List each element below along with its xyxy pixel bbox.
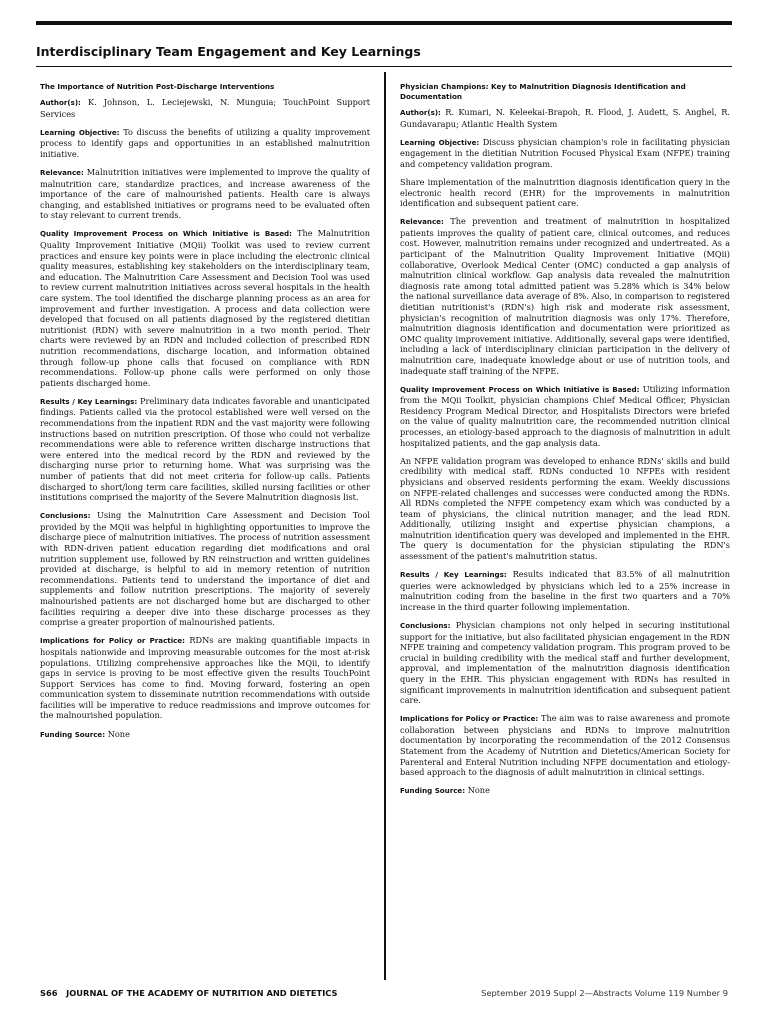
funding-text: None: [107, 728, 130, 739]
objective-label: Learning Objective:: [40, 127, 120, 137]
implications-label: Implications for Policy or Practice:: [40, 636, 185, 646]
funding-label: Funding Source:: [40, 729, 106, 739]
process-text: The Malnutrition Quality Improvement Initiative (MQii) Toolkit was used to review current practices and ensure key points were in place including the electronic clinical quality measures, establishing key stakeholders on the interdisciplinary team, and education. The Malnutrition Care Assessment and Decision Tool was used to review current malnutrition initiatives across several hospitals in the health care system. The tool identified the discharge planning process as an area for improvement and further investigation. A process and data collection were developed that focused on all patients diagnosed by the registered dietitian nutritionist (RDN) with severe malnutrition in a two month period. Their charts were reviewed by an RDN and included collection of prescribed RDN nutrition recommendations, discharge location, and information obtained through follow-up phone calls that focused on compliance with RDN recommendations. Follow-up phone calls were performed on only those patients discharged home.: [40, 228, 370, 388]
funding-paragraph: [400, 785, 730, 797]
results-label: Results / Key Learnings:: [400, 570, 507, 580]
relevance-label: Relevance:: [40, 167, 84, 177]
authors-label: Author(s):: [40, 98, 81, 107]
funding-label: Funding Source:: [400, 786, 466, 796]
authors-text: R. Kumari, N. Keleekai-Brapoh, R. Flood, J. Audett, S. Anghel, R. Gundavarapu; Atlantic Health System: [400, 107, 730, 129]
objective-paragraph: [40, 127, 370, 160]
top-rule: [36, 21, 732, 25]
page-number: S66: [40, 988, 58, 998]
left-abstract: [40, 82, 370, 977]
funding-text: None: [467, 785, 490, 796]
results-text: Results indicated that 83.5% of all malnutrition queries were acknowledged by physicians which led to a 25% increase in malnutrition coding from the baseline in the first two quarters and a 70% increase in the third quarter following implementation.: [400, 569, 730, 612]
authors-paragraph: [40, 97, 370, 119]
relevance-paragraph: [40, 167, 370, 221]
implications-text: RDNs are making quantifiable impacts in hospitals nationwide and improving measurable outcomes for the most at-risk populations. Utilizing comprehensive approaches like the MQii, to identify gaps in service is proving to be most effective given the results TouchPoint Support Services has come to find. Moving forward, fostering an open communication system to disseminate nutrition recommendations with outside facilities will be imperative to reduce readmissions and improve outcomes for the malnourished population.: [40, 635, 370, 721]
authors-text: K. Johnson, L. Leciejewski, N. Munguia; TouchPoint Support Services: [40, 97, 370, 119]
title-rule: [36, 66, 732, 67]
column-divider: [384, 72, 386, 980]
process-paragraph: [400, 384, 730, 449]
conclusions-label: Conclusions:: [40, 511, 91, 521]
results-text: Preliminary data indicates favorable and unanticipated findings. Patients called via the protocol established were well versed on the recommendations from the inpatient RDN and the vast majority were following instructions based on nutrition prescription. Of those who could not verbalize recommendations were able to reference written discharge instructions that were entered into the medical record by the RDN and reviewed by the discharging nurse prior to returning home. What was surprising was the number of patients that did not meet criteria for follow-up calls. Patients discharged to short/long term care facilities, skilled nursing facilities or other institutions comprised the majority of the Severe Malnutrition diagnosis list.: [40, 395, 370, 503]
implications-paragraph: [40, 635, 370, 721]
relevance-text: Malnutrition initiatives were implemented to improve the quality of malnutrition care, standardize practices, and increase awareness of the importance of the care of malnourished patients. Health care is always changing, and established initiatives or programs need to be evaluated often to stay relevant to current trends.: [40, 166, 370, 221]
relevance-label: Relevance:: [400, 217, 444, 227]
right-abstract: [400, 82, 730, 977]
abstract-title: The Importance of Nutrition Post-Discharge Interventions: [40, 82, 275, 91]
page-footer: [40, 988, 728, 1002]
authors-paragraph: [400, 107, 730, 129]
objective-label: Learning Objective:: [400, 137, 480, 147]
objective-paragraph: [400, 137, 730, 170]
implications-label: Implications for Policy or Practice:: [400, 714, 539, 724]
objective-text: Discuss physician champion's role in facilitating physician engagement in the dietitian Nutrition Focused Physical Exam (NFPE) training and competency validation program.: [400, 136, 730, 169]
journal-name: JOURNAL OF THE ACADEMY OF NUTRITION AND DIETETICS: [66, 988, 338, 998]
implications-paragraph: [400, 713, 730, 778]
abstract-title: Physician Champions: Key to Malnutrition Diagnosis Identification and Documentation: [400, 82, 686, 101]
conclusions-text: Using the Malnutrition Care Assessment and Decision Tool provided by the MQii was helpful in highlighting opportunities to improve the discharge piece of malnutrition initiatives. The process of nutrition assessment with RDN-driven patient education regarding diet modifications and oral nutrition supplement use, followed by RN reinstruction and written guidelines provided at discharge, is helpful to aid in memory retention of nutrition recommendations. Patients tend to understand the importance of diet and supplements and follow nutrition prescriptions. The majority of severely malnourished patients are not discharged home but are discharged to other facilities requiring a deeper dive into these discharge processes as they comprise a greater proportion of malnourished patients.: [40, 510, 370, 628]
process-label: Quality Improvement Process on Which Initiative is Based:: [400, 384, 640, 394]
process-label: Quality Improvement Process on Which Initiative is Based:: [40, 229, 292, 239]
relevance-paragraph: [400, 216, 730, 376]
relevance-text: The prevention and treatment of malnutrition in hospitalized patients improves the quality of patient care, clinical outcomes, and reduces cost. However, malnutrition remains under recognized and undertreated. As a participant of the Malnutrition Quality Improvement Initiative (MQii) collaborative, Overlook Medical Center (OMC) conducted a gap analysis of malnutrition clinical workflow. Gap analysis data revealed the malnutrition diagnosis rate among total admitted patient was 5.28% which is 34% below the national surveillance data average of 8%. Also, in comparison to registered dietitian nutritionist's (RDN's) high risk and moderate risk assessment, physician's recognition of malnutrition diagnosis was only 17%. Therefore, malnutrition diagnosis identification and documentation were prioritized as OMC quality improvement initiative. Additionally, several gaps were identified, including a lack of interdisciplinary clinician participation in the delivery of malnutrition care, inadequate knowledge about or use of nutrition tools, and inadequate staff training of the NFPE.: [400, 216, 730, 376]
conclusions-paragraph: [40, 510, 370, 628]
conclusions-label: Conclusions:: [400, 621, 451, 631]
conclusions-paragraph: [400, 620, 730, 706]
process-text: Utilizing information from the MQii Toolkit, physician champions Chief Medical Officer, Physician Residency Program Medical Director, and Hospitalists Directors were briefed on the value of quality malnutrition care, the recommended nutrition clinical processes, an etiology-based approach to the diagnosis of malnutrition in adult hospitalized patients, and the gap analysis data.: [400, 383, 730, 448]
results-label: Results / Key Learnings:: [40, 396, 138, 406]
section-title: Interdisciplinary Team Engagement and Key Learnings: [36, 44, 421, 59]
results-paragraph: [40, 396, 370, 503]
process-paragraph-2: An NFPE validation program was developed to enhance RDNs' skills and build credibility with medical staff. RDNs conducted 10 NFPEs with resident physicians and observed residents performing the exam. Weekly discussions on NFPE-related challenges and successes were conducted among the RDNs. All RDNs completed the NFPE competency exam which was conducted by a team of physicians, the clinical nutrition manager, and the lead RDN. Additionally, utilizing insight and expertise physician champions, a malnutrition identification query was developed and implemented in the EHR. The query is documentation for the physician stipulating the RDN's assessment of the patient's malnutrition status.: [400, 455, 730, 562]
objective-paragraph-2: Share implementation of the malnutrition diagnosis identification query in the electronic health record (EHR) for the improvements in malnutrition identification and subsequent patient care.: [400, 176, 730, 209]
process-paragraph: [40, 228, 370, 388]
funding-paragraph: [40, 729, 370, 741]
results-paragraph: [400, 569, 730, 612]
conclusions-text: Physician champions not only helped in securing institutional support for the initiative, but also facilitated physician engagement in the RDN NFPE training and competency validation program. This program proved to be crucial in building credibility with the medical staff and further development, approval, and implementation of the malnutrition diagnosis identification query in the EHR. This physician engagement with RDNs has resulted in significant improvements in malnutrition identification and subsequent patient care.: [400, 620, 730, 706]
objective-text: To discuss the benefits of utilizing a quality improvement process to identify gaps and opportunities in an established malnutrition initiative.: [40, 126, 370, 159]
issue-info: September 2019 Suppl 2—Abstracts Volume 119 Number 9: [481, 988, 728, 998]
authors-label: Author(s):: [400, 108, 441, 117]
implications-text: The aim was to raise awareness and promote collaboration between physicians and RDNs to improve malnutrition documentation by incorporating the recommendation of the 2012 Consensus Statement from the Academy of Nutrition and Dietetics/American Society for Parenteral and Enteral Nutrition including NFPE documentation and etiology-based approach to the diagnosis of adult malnutrition in clinical settings.: [400, 713, 730, 778]
